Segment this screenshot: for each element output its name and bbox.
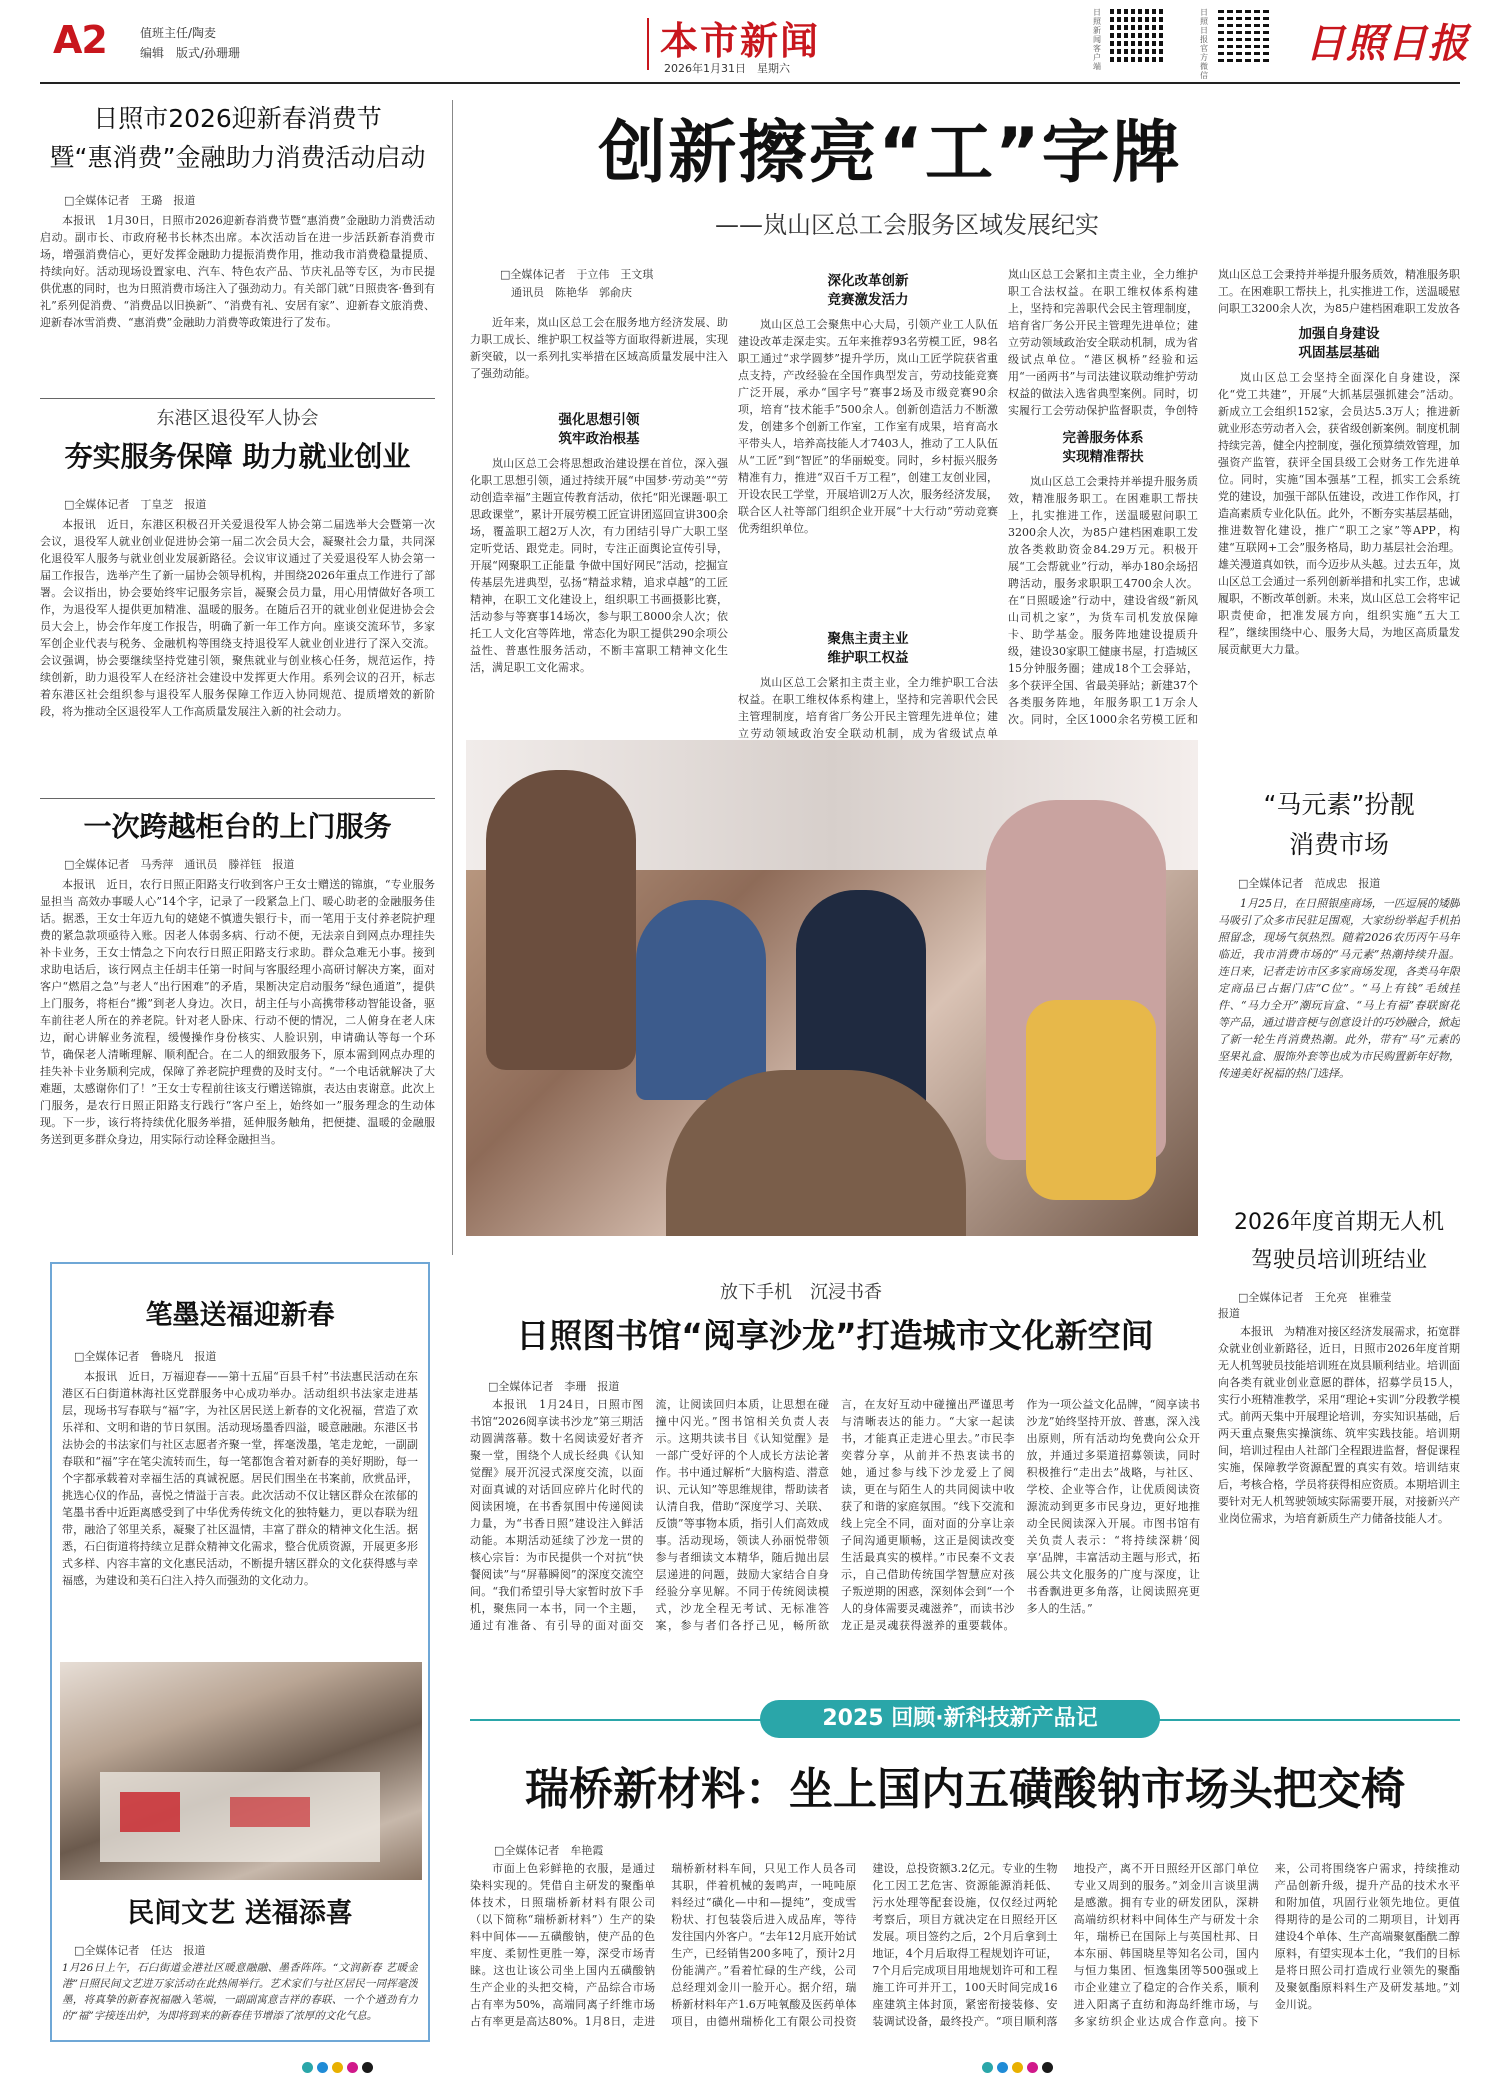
headline-line-2: 驾驶员培训班结业	[1250, 1248, 1427, 1273]
byline-2: 报道	[1218, 1307, 1240, 1320]
color-dot	[332, 2062, 343, 2073]
section-body-4-cont: 岚山区总工会秉持并举提升服务质效，精准服务职工。在困难职工帮扶上，扎实推进工作，送温暖慰问职工3200余人次，为85户建档困难职工发放各	[1218, 268, 1460, 315]
byline: □全媒体记者 李珊 报道	[488, 1380, 620, 1393]
color-dot	[362, 2062, 373, 2073]
color-dot	[982, 2062, 993, 2073]
subhead-1: 强化思想引领 筑牢政治根基	[558, 412, 640, 447]
kicker: 东港区退役军人协会	[156, 408, 319, 429]
page-header	[0, 0, 1500, 92]
library-headline: 日照图书馆“阅享沙龙”打造城市文化新空间	[516, 1316, 1154, 1355]
byline: □全媒体记者 任达 报道	[74, 1944, 206, 1957]
color-dot	[1027, 2062, 1038, 2073]
article-body: 本报讯 为精准对接区经济发展需求，拓宽群众就业创业新路径，近日，日照市2026年度首期无人机驾驶员技能培训班在岚县顺利结业。培训面向各类有就业创业意愿的群体，招募学员15人，实行小班精准教学，采用“理论+实训”分段教学模式。前两天集中开展理论培训，夯实知识基础，后两天重点聚焦实操演练、筑牢实践技能。培训期间，培训过程由人社部门全程跟进监督，督促课程实施，保障教学资源配置的真实有效。培训结束后，考核合格，学员将获得相应资质。本期培训主要针对无人机驾驶领域实际需要开展，对接新兴产业岗位需求，为培育新质生产力储备技能人才。	[1218, 1325, 1460, 1525]
byline: □全媒体记者 丁皇芝 报道	[64, 498, 207, 511]
photo-caption: 1月26日上午，石臼街道金港社区暖意融融、墨香阵阵。“文润新春 艺暖金港”日照民间文艺进万家活动在此热闹举行。艺术家们与社区居民一同挥毫泼墨，将真挚的新春祝福融入笔端，一副副寓意吉祥的春联、一个个遒劲有力的“福”字接连出炉，为即将到来的新春佳节增添了浓厚的文化气息。	[62, 1962, 418, 2022]
article-bank-service	[40, 804, 435, 1284]
page-code: A2	[53, 18, 107, 62]
main-subtitle: ——岚山区总工会服务区域发展纪实	[715, 211, 1099, 239]
main-col-3	[1008, 266, 1198, 728]
subhead-2: 深化改革创新 竞赛激发活力	[827, 273, 909, 308]
color-dot	[302, 2062, 313, 2073]
color-dot	[347, 2062, 358, 2073]
article-horse-elements	[1218, 785, 1460, 1201]
divider	[40, 398, 435, 399]
section-body-1: 岚山区总工会将思想政治建设摆在首位，深入强化职工思想引领，通过持续开展“中国梦·劳动美”“劳动创造幸福”主题宣传教育活动，依托“阳光课题·职工思政课堂”，累计开展劳模工匠宣讲团巡回宣讲300余场，覆盖职工超2万人次，有力团结引导广大职工坚定听党话、跟党走。同时，专注正面舆论宣传引导，开展“网聚职工正能量 争做中国好网民”活动，挖掘宣传基层先进典型，弘扬“精益求精，追求卓越”的工匠精神，在职工文化建设上，组织职工书画摄影比赛，活动参与等赛事14场次，参与职工8000余人次；依托工人文化宫等阵地，常态化为职工提供290余项公益性、普惠性服务活动，不断丰富职工精神文化生活，满足职工文化需求。	[470, 457, 728, 674]
headline-line-1: 日照市2026迎新春消费节	[93, 104, 382, 133]
issue-date: 2026年1月31日 星期六	[664, 62, 790, 75]
color-dot	[1012, 2062, 1023, 2073]
section-banner	[470, 1700, 1460, 1740]
subhead-5: 加强自身建设 巩固基层基础	[1298, 326, 1380, 361]
article-drone-training	[1218, 1205, 1460, 1680]
headline: 一次跨越柜台的上门服务	[83, 810, 392, 843]
main-col-4	[1218, 266, 1460, 743]
library-kicker: 放下手机 沉浸书香	[720, 1282, 882, 1303]
byline-2: 通讯员 陈艳华 郭俞庆	[500, 286, 632, 299]
header-divider	[647, 18, 649, 70]
header-rule	[40, 82, 1460, 84]
footer-dots-right	[980, 2058, 1055, 2077]
library-body	[470, 1378, 1200, 1702]
article-body: 本报讯 近日，东港区积极召开关爱退役军人协会第二届选举大会暨第一次会议，退役军人就业创业促进协会第一届二次会员大会，凝聚社会力量，共同深化退役军人服务与就业创业发展新路径。会议审议通过了关爱退役军人协会第一届工作报告，选举产生了新一届协会领导机构，并围绕2026年重点工作进行了部署。会议指出，协会要始终牢记服务宗旨，凝聚会员力量，用心用情做好各项工作，为退役军人提供更加精准、温暖的服务。在随后召开的就业创业促进协会会员大会上，协会作年度工作报告，明确了新一年工作方向。座谈交流环节，多家军创企业代表与税务、金融机构等围绕支持退役军人就业创业进行了深入交流。会议强调，协会要继续坚持党建引领，聚焦就业与创业核心任务，规范运作，持续创新，助力退役军人在经济社会建设中发挥更大作用。系列会议的召开，标志着东港区社会组织参与退役军人服务保障工作迈入协同规范、提质增效的新阶段，将为推动全区退役军人工作高质量发展注入新的社会动力。	[40, 518, 435, 718]
byline: □全媒体记者 范成忠 报道	[1238, 877, 1381, 890]
main-col-1	[470, 266, 728, 778]
library-columns	[470, 1396, 1200, 1702]
ruiqiao-body	[470, 1842, 1460, 2047]
article-body: 本报讯 近日，农行日照正阳路支行收到客户王女士赠送的锦旗，“专业服务显担当 高效办事暖人心”14个字，记录了一段紧急上门、暖心助老的金融服务佳话。据悉，王女士年迈九旬的姥姥不慎遗失银行卡，而一笔用于支付养老院护理费的紧急款项亟待入账。因老人体弱多病、行动不便，无法亲自到网点办理挂失补卡业务，王女士情急之下向农行日照正阳路支行求助。群众急难无小事。接到求助电话后，该行网点主任胡丰任第一时间与客服经理小高研讨解决方案，面对客户“燃眉之急”与老人“出行困难”的矛盾，果断决定启动服务“绿色通道”，提供上门服务，将柜台“搬”到老人身边。次日，胡主任与小高携带移动智能设备，驱车前往老人所在的养老院。针对老人卧床、行动不便的情况，二人俯身在老人床边，耐心讲解业务流程，缓慢操作身份核实、人脸识别，申请确认等每一个环节，确保老人清晰理解、顺利配合。在二人的细致服务下，原本需到网点办理的挂失补卡业务顺利完成，保障了养老院护理费的及时支付。“一个电话就解决了大难题，太感谢你们了！”王女士专程前往该支行赠送锦旗，表达由衷谢意。此次上门服务，是农行日照正阳路支行践行“客户至上，始终如一”服务理念的生动体现。下一步，该行将持续优化服务举措，延伸服务触角，把便捷、温暖的金融服务送到更多群众身边，用实际行动诠释金融担当。	[40, 878, 435, 1146]
section-body-3-cont: 岚山区总工会紧扣主责主业，全力维护职工合法权益。在职工维权体系构建上，坚持和完善职代会民主管理制度，培育省厂务公开民主管理先进单位；建立劳动领域政治安全联动机制，成为省级试点单位。“港区枫桥”经验和运用“一函两书”与司法建议联动维护劳动权益的做法入选省典型案例。同时，切实履行工会劳动保护监督职责，争创特	[1008, 268, 1198, 417]
headline: 民间文艺 送福添喜	[127, 1898, 353, 1929]
section-body-3: 岚山区总工会紧扣主责主业，全力维护职工合法权益。在职工维权体系构建上，坚持和完善职代会民主管理制度，培育省厂务公开民主管理先进单位；建立劳动领域政治安全联动机制，成为省级试点单	[738, 676, 998, 740]
boxed-section	[50, 1262, 430, 2042]
qr-2-label: 日照日报官方微信	[1200, 8, 1208, 80]
headline-line-1: 2026年度首期无人机	[1234, 1210, 1444, 1235]
qr-1-label: 日照新闻客户端	[1093, 8, 1101, 71]
footer-dots-left	[300, 2058, 375, 2077]
article-body: 1月25日，在日照银座商场，一匹逗展的矮脚马吸引了众多市民驻足围观，大家纷纷举起手机拍照留念，现场气氛热烈。随着2026农历丙午马年临近，我市消费市场的“马元素”热潮持续升温。连日来，记者走访市区多家商场发现，各类马年限定商品已占据门店“C位”。“马上有钱”毛绒挂件、“马力全开”潮玩盲盒、“马上有福”春联窗花等产品，通过谐音梗与创意设计的巧妙融合，掀起了新一轮生肖消费热潮。此外，带有“马”元素的坚果礼盒、服饰外套等也成为市民购置新年好物，传递美好祝福的热门选择。	[1218, 897, 1460, 1080]
color-dot	[1042, 2062, 1053, 2073]
column-rule	[452, 100, 453, 1255]
article-body: 本报讯 1月30日，日照市2026迎新春消费节暨“惠消费”金融助力消费活动启动。副市长、市政府秘书长林杰出席。本次活动旨在进一步活跃新春消费市场，增强消费信心，更好发挥金融助力提振消费作用，推动我市消费稳量提质、持续向好。活动现场设置家电、汽车、特色农产品、节庆礼品等专区，为市民提供优惠的同时，也为日照消费市场注入了强劲动力。有关部门就“日照贵客·鲁到有礼”系列促消费、“消费品以旧换新”、“消费有礼、安居有家”、迎新春文旅消费、迎新春冰雪消费、“惠消费”金融助力消费等政策进行了发布。	[40, 214, 435, 329]
headline-line-2: 消费市场	[1288, 830, 1389, 859]
byline: □全媒体记者 王允亮 崔雅莹	[1238, 1291, 1392, 1304]
article-body: 本报讯 近日，万福迎春——第十五届“百县千村”书法惠民活动在东港区石臼街道林海社区党群服务中心成功举办。活动组织书法家走进基层，现场书写春联与“福”字，为社区居民送上新春的文化祝福，营造了欢乐祥和、文明和谐的节日氛围。活动现场墨香四溢，暖意融融。东港区书法协会的书法家们与社区志愿者齐聚一堂，挥毫泼墨，笔走龙蛇，一副副春联和“福”字在笔尖流转而生，每一笔都饱含着对新春的美好期盼，每一个字都承载着对幸福生活的真诚祝愿。居民们围坐在书案前，欣赏品评，挑选心仪的作品，喜悦之情溢于言表。此次活动不仅让辖区群众在浓郁的笔墨书香中近距离感受到了中华优秀传统文化的独特魅力，更以春联为纽带，融洽了邻里关系，凝聚了社区温情，丰富了群众的精神文化生活。据悉，石臼街道将持续立足群众精神文化需求，整合优质资源，开展更多形式多样、内容丰富的文化惠民活动，不断提升辖区群众的文化获得感与幸福感，为建设和美石臼注入持久而强劲的文化动力。	[62, 1370, 418, 1587]
section-body-5: 岚山区总工会坚持全面深化自身建设，深化“党工共建”，开展“大抓基层强抓建会”活动。新成立工会组织152家，会员达5.3万人；推进新就业形态劳动者入会，获省级创新案例。制度机制持续完善，健全内控制度，强化预算绩效管理，加强资产监管，获评全国县级工会财务工作先进单位。同时，实施“国本强基”工程，抓实工会系统党的建设，加强干部队伍建设，改进工作作风，打造高素质专业化队伍。此外，不断夯实基层基础，推进数智化建设，推广“职工之家”等APP，构建“互联网+工会”服务格局，助力基层社会治理。雄关漫道真如铁，而今迈步从头越。过去五年，岚山区总工会通过一系列创新举措和扎实工作，忠诚履职，不断改革创新。未来，岚山区总工会将牢记职责使命，把准发展方向，组织实施“五大工程”，继续围绕中心、服务大局，为地区高质量发展贡献更大力量。	[1218, 371, 1460, 656]
editor-line-1: 值班主任/陶麦	[140, 26, 217, 40]
editor-line-2: 编辑 版式/孙珊珊	[140, 46, 241, 60]
byline-1: □全媒体记者 于立伟 王文琪	[500, 268, 654, 281]
masthead-logo: 日照日报	[1305, 21, 1469, 67]
article-body: 本报讯 1月24日，日照市图书馆“2026阅享读书沙龙”第三期活动圆满落幕。数十名阅读爱好者齐聚一堂，围绕个人成长经典《认知觉醒》展开沉浸式深度交流，以面对面真诚的对话回应碎片化时代的阅读困境，在书香氛围中传递阅读力量，为“书香日照”建设注入鲜活动能。本期活动延续了沙龙一贯的核心宗旨：为市民提供一个对抗“快餐阅读”与“屏幕瞬阅”的深度交流空间。“我们希望引导大家暂时放下手机，聚焦同一本书，同一个主题，通过有准备、有引导的面对面交流，让阅读回归本质，让思想在碰撞中闪光。”图书馆相关负责人表示。这期共读书目《认知觉醒》是一部广受好评的个人成长方法论著作。书中通过解析“大脑构造、潜意识、元认知”等思维规律，帮助读者认清自我，借助“深度学习、关联、反馈”等事物本质，指引人们高效成事。活动现场，领读人孙丽悦带领参与者细读文本精华，随后抛出层层递进的问题，鼓励大家结合自身经验分享见解。不同于传统阅读模式，沙龙全程无考试、无标准答案，参与者们各抒己见，畅所欲言，在友好互动中碰撞出严谨思考与清晰表达的能力。“大家一起读书，才能真正走进心里去。”市民李奕蓉分享，从前并不热衷读书的她，通过参与线下沙龙爱上了阅读，更在与陌生人的共同阅读中收获了和谐的家庭氛围。“线下交流和线上完全不同，面对面的分享让亲子间沟通更顺畅，这正是阅读改变生活最真实的模样。”市民秦不文表示，自己借助传统国学智慧应对孩子叛逆期的困惑，深刻体会到“一个人的身体需要灵魂滋养”，而读书沙龙正是灵魂获得滋养的重要载体。作为一项公益文化品牌，“阅享读书沙龙”始终坚持开放、普惠，深入浅出原则，所有活动均免费向公众开放，并通过多渠道招募领读，同时积极推行“走出去”战略，与社区、学校、企业等合作，让优质阅读资源流动到更多市民身边，更好地推动全民阅读深入开展。市图书馆有关负责人表示：“将持续深耕‘阅享’品牌，丰富活动主题与形式，拓展公共文化服务的广度与深度，让书香飘进更多角落，让阅读照亮更多人的生活。”	[470, 1398, 1200, 1632]
article-consumption-festival	[40, 100, 435, 362]
main-col-2	[738, 266, 998, 776]
subhead-4: 完善服务体系 实现精准帮扶	[1062, 430, 1144, 465]
banner-label: 2025 回顾·新科技新产品记	[760, 1700, 1160, 1738]
ruiqiao-headline: 瑞桥新材料：坐上国内五磺酸钠市场头把交椅	[525, 1764, 1405, 1815]
section-body-4: 岚山区总工会秉持并举提升服务质效，精准服务职工。在困难职工帮扶上，扎实推进工作，送温暖慰问职工3200余人次，为85户建档困难职工发放各类救助资金84.29万元。积极开展“工会帮就业”行动，举办180余场招聘活动，服务求职职工4700余人次。在“日照暖途”行动中，建设省级“新风山司机之家”，为货车司机发放保障卡、助学基金。服务阵地建设提质升级，建设30家职工健康书屋，打造城区15分钟服务圈；建成18个工会驿站，多个获评全国、省最美驿站；新建37个各类服务阵地，年服务职工1万余人次。同时，全区1000余名劳模工匠和	[1008, 475, 1198, 726]
calligraphy-photo	[60, 1662, 422, 1880]
intro: 近年来，岚山区总工会在服务地方经济发展、助力职工成长、维护职工权益等方面取得新进展，实现新突破，以一系列扎实举措在区域高质量发展中注入了强劲动能。	[470, 316, 728, 380]
color-dot	[997, 2062, 1008, 2073]
divider	[40, 798, 435, 799]
qr-code-2[interactable]	[1218, 8, 1272, 62]
headline-line-2: 暨“惠消费”金融助力消费活动启动	[49, 143, 426, 172]
byline: □全媒体记者 马秀萍 通讯员 滕祥钰 报道	[64, 858, 295, 871]
ruiqiao-columns	[470, 1860, 1460, 2047]
byline: □全媒体记者 鲁晓凡 报道	[74, 1350, 217, 1363]
byline: □全媒体记者 王璐 报道	[64, 194, 196, 207]
article-veterans	[40, 404, 435, 771]
main-headline: 创新擦亮“工”字牌	[598, 114, 1182, 193]
headline: 夯实服务保障 助力就业创业	[64, 440, 411, 473]
subhead-3: 聚焦主责主业 维护职工权益	[827, 631, 909, 666]
section-body-2: 岚山区总工会聚焦中心大局，引领产业工人队伍建设改革走深走实。五年来推荐93名劳模工匠，98名职工通过“求学圆梦”提升学历，岚山工匠学院获省重点支持，产改经验在全国作典型发言，劳动技能竞赛广泛开展，承办“国字号”赛事2场及市级竞赛90余项，培育“技术能手”500余人。创新创造活力不断激发，创建多个创新工作室，工作室有成果，培育高水平带头人，培养高技能人才7403人，推动了工人队伍从“工匠”到“智匠”的华丽蜕变。同时，乡村振兴服务精准有力，推进“双百千万工程”，创建工友创业园，开设农民工学堂，开展培训2万人次，服务经济发展，联合区人社等部门组织企业开展“十大行动”劳动竞赛优秀组织单位。	[738, 318, 998, 535]
section-title: 本市新闻	[660, 19, 821, 63]
headline-line-1: “马元素”扮靓	[1263, 790, 1415, 819]
byline: □全媒体记者 牟艳霞	[494, 1844, 604, 1857]
qr-code-1[interactable]	[1110, 8, 1164, 62]
headline: 笔墨送福迎新春	[145, 1300, 335, 1331]
article-body: 市面上色彩鲜艳的衣服，是通过染料实现的。凭借自主研发的聚酯单体技术，日照瑞桥新材料有限公司（以下简称“瑞桥新材料”）生产的染料中间体——五磺酸钠，使产品的色牢度、柔韧性更胜一筹，深受市场青睐。这也让该公司坐上国内五磺酸钠生产企业的头把交椅，产品综合市场占有率为50%，高端同离子纤维市场占有率更是高达80%。1月8日，走进瑞桥新材料车间，只见工作人员各司其职，伴着机械的轰鸣声，一吨吨原料经过“磺化—中和—提纯”，变成雪粉状、打包装袋后进入成品库，等待发往国内外客户。“去年12月底开始试生产，已经销售200多吨了，预计2月份能满产。”看着忙碌的生产线，公司总经理刘金川一脸开心。据介绍，瑞桥新材料年产1.6万吨氧酸及医药单体项目，由德州瑞桥化工有限公司投资建设，总投资额3.2亿元。专业的生物化工因工艺危害、资源能源消耗低、污水处理等配套设施，仅仅经过两轮考察后，项目方就决定在日照经开区发展。项目签约之后，2个月后拿到土地证，4个月后取得工程规划许可证，7个月后完成项目用地规划许可和工程施工许可并开工，100天时间完成16座建筑主体封顶，紧密衔接装修、安装调试设备，最终投产。“项目顺利落地投产，离不开日照经开区部门单位专业又周到的服务。”刘金川言谈里满是感激。拥有专业的研发团队，深耕高端纺织材料中间体生产与研发十余年，瑞桥已在国际上与英国杜邦、日本东丽、韩国晓星等知名公司，国内与恒力集团、恒逸集团等500强或上市企业建立了稳定的合作关系，顺利进入阳离子直纺和海岛纤维市场，与多家纺织企业达成合作意向。接下来，公司将围绕客户需求，持续推动产品创新升级，提升产品的技术水平和附加值，巩固行业领先地位。更值得期待的是公司的二期项目，计划再建设4个单体、生产高端聚氨酯酰二醇原料，有望实现本土化，“我们的目标是将日照公司打造成行业领先的聚酯及聚氨酯原料料生产及研发基地。”刘金川说。	[470, 1862, 1460, 2028]
market-photo	[466, 740, 1198, 1236]
color-dot	[317, 2062, 328, 2073]
